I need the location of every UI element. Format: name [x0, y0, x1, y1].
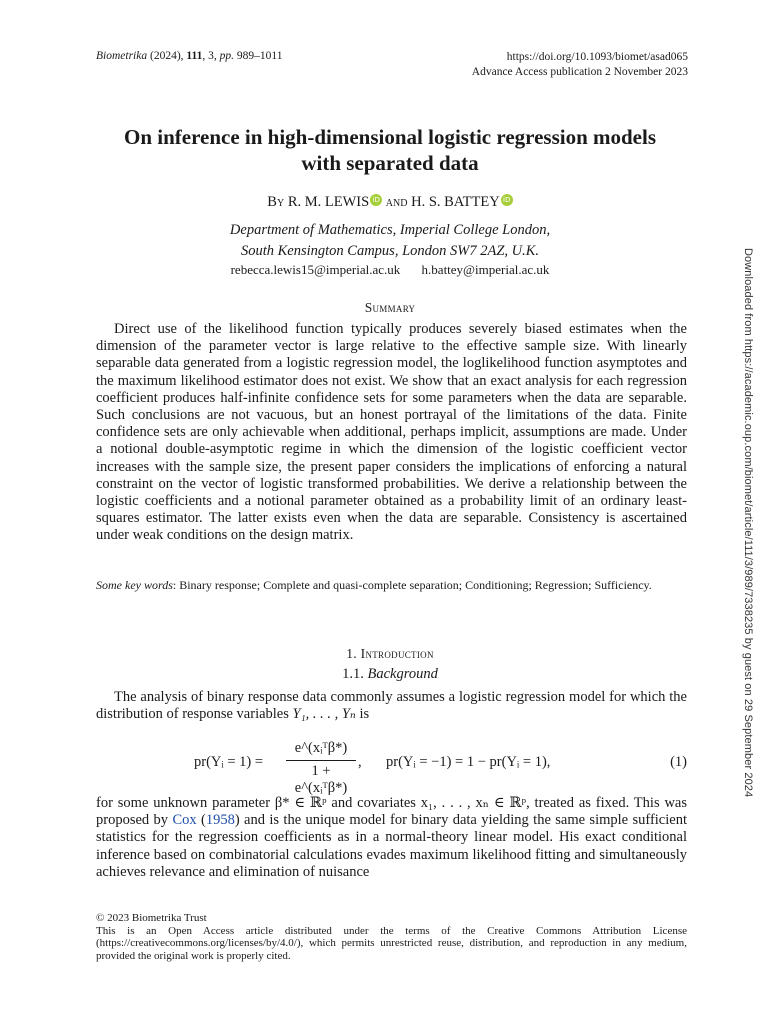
copyright: © 2023 Biometrika Trust	[96, 912, 207, 924]
journal-year: (2024),	[149, 50, 184, 62]
subsection-number: 1.1.	[342, 666, 364, 682]
para1-vars: Y₁, . . . , Yₙ	[292, 706, 356, 723]
journal-issue: , 3,	[202, 50, 220, 62]
intro-paragraph-1-text	[96, 689, 687, 723]
affiliation-line-1: Department of Mathematics, Imperial College London,	[229, 222, 551, 238]
orcid-icon[interactable]: iD	[370, 194, 382, 206]
intro-paragraph-1	[96, 689, 687, 723]
doi-link[interactable]: https://doi.org/10.1093/biomet/asad065	[506, 51, 688, 63]
download-note: Downloaded from https://academic.oup.com/biomet/article/111/3/989/7338235 by guest on 29 September 2024	[742, 248, 754, 798]
citation-author-link[interactable]: Cox	[172, 812, 197, 829]
license-text: This is an Open Access article distributed under the terms of the Creative Commons Attribution License (https://creativecommons.org/licenses/by/4.0/), which permits unrestricted reuse, distribution, and reproduction in any medium, provided the original work is properly cited.	[96, 924, 687, 962]
email-2[interactable]: h.battey@imperial.ac.uk	[421, 262, 550, 277]
affiliation-line-2: South Kensington Campus, London SW7 2AZ, U.K.	[240, 243, 540, 259]
keywords	[96, 577, 687, 593]
title-line-1: On inference in high-dimensional logistic regression models	[123, 125, 657, 149]
doi-block	[472, 50, 688, 80]
footer	[96, 912, 687, 962]
citation-open: (	[196, 812, 206, 829]
advance-access: Advance Access publication 2 November 2023	[471, 66, 688, 78]
journal-pages: 989–1011	[234, 50, 283, 62]
and-label: and	[385, 194, 408, 210]
subsection-heading	[60, 666, 720, 683]
subsection-title: Background	[367, 666, 438, 682]
summary-body	[96, 321, 687, 545]
equation-comma: ,	[358, 754, 362, 770]
author-2: H. S. BATTEY	[411, 194, 500, 210]
affiliation	[60, 220, 720, 262]
equation-rhs: pr(Yᵢ = −1) = 1 − pr(Yᵢ = 1),	[386, 754, 551, 770]
journal-name: Biometrika	[96, 50, 148, 62]
equation-fraction	[286, 740, 356, 797]
email-line	[60, 262, 720, 278]
equation-lhs: pr(Yᵢ = 1) =	[194, 754, 264, 770]
para2-end: and is the unique model for binary data yielding the same simple sufficient statistics for the regression coefficients as in a normal-theory linear model. His exact conditional inference based on combinatorial calculations evades maximum likelihood fitting and simultaneously achieves relevance and elimination of nuisance	[96, 812, 687, 880]
citation-year-link[interactable]: 1958	[205, 812, 235, 829]
summary-heading: Summary	[364, 300, 416, 315]
journal-volume: 111	[186, 50, 203, 62]
section-number: 1.	[346, 646, 357, 661]
pages-label: pp.	[219, 50, 235, 62]
equation-denominator: 1 + e^(xᵢᵀβ*)	[294, 763, 348, 796]
equation-1	[96, 740, 687, 796]
download-watermark	[740, 248, 754, 798]
by-label: By	[267, 194, 285, 210]
orcid-icon[interactable]: iD	[501, 194, 513, 206]
equation-numerator: e^(xᵢᵀβ*)	[286, 740, 356, 761]
intro-paragraph-2-text	[96, 795, 687, 881]
citation-close: )	[234, 812, 240, 829]
title-line-2: with separated data	[301, 151, 479, 175]
intro-paragraph-2	[96, 795, 687, 881]
equation-number: (1)	[670, 754, 687, 770]
para1-start: The analysis of binary response data commonly assumes a logistic regression model for which the distribution of response variables	[96, 689, 687, 723]
para2-start: for some unknown parameter β* ∈ ℝᵖ and covariates x₁, . . . , xₙ ∈ ℝᵖ, treated as fixed. This was proposed by	[96, 795, 687, 829]
para1-end: is	[355, 706, 370, 723]
keywords-label: Some key words	[96, 578, 173, 592]
journal-citation	[96, 50, 282, 62]
summary-text: Direct use of the likelihood function typically produces severely biased estimates when the dimension of the parameter vector is large relative to the effective sample size. With linearly separable data generated from a logistic regression model, the loglikelihood function asymptotes and the maximum likelihood estimator does not exist. We show that an exact analysis for each regression coefficient produces half-infinite confidence sets for some parameters when the data are separable. Such conclusions are not vacuous, but an honest portrayal of the limitations of the data. Finite confidence sets are only achievable when additional, perhaps implicit, assumptions are made. Under a notional double-asymptotic regime in which the dimension of the logistic coefficient vector increases with the sample size, the present paper considers the implications of enforcing a natural constraint on the vector of logistic transformed probabilities. We derive a relationship between the logistic coefficients and a notional parameter obtained as a probability limit of an ordinary least-squares estimator. The latter exists even when the data are separable. Consistency is ascertained under weak conditions on the design matrix.	[96, 321, 687, 544]
author-line	[60, 194, 720, 211]
author-1: R. M. LEWIS	[287, 194, 370, 210]
email-1[interactable]: rebecca.lewis15@imperial.ac.uk	[230, 262, 401, 277]
section-title: Introduction	[360, 646, 434, 661]
section-heading	[60, 646, 720, 662]
paper-title	[60, 124, 720, 176]
keywords-text: : Binary response; Complete and quasi-complete separation; Conditioning; Regression; Sufficiency.	[172, 578, 652, 592]
